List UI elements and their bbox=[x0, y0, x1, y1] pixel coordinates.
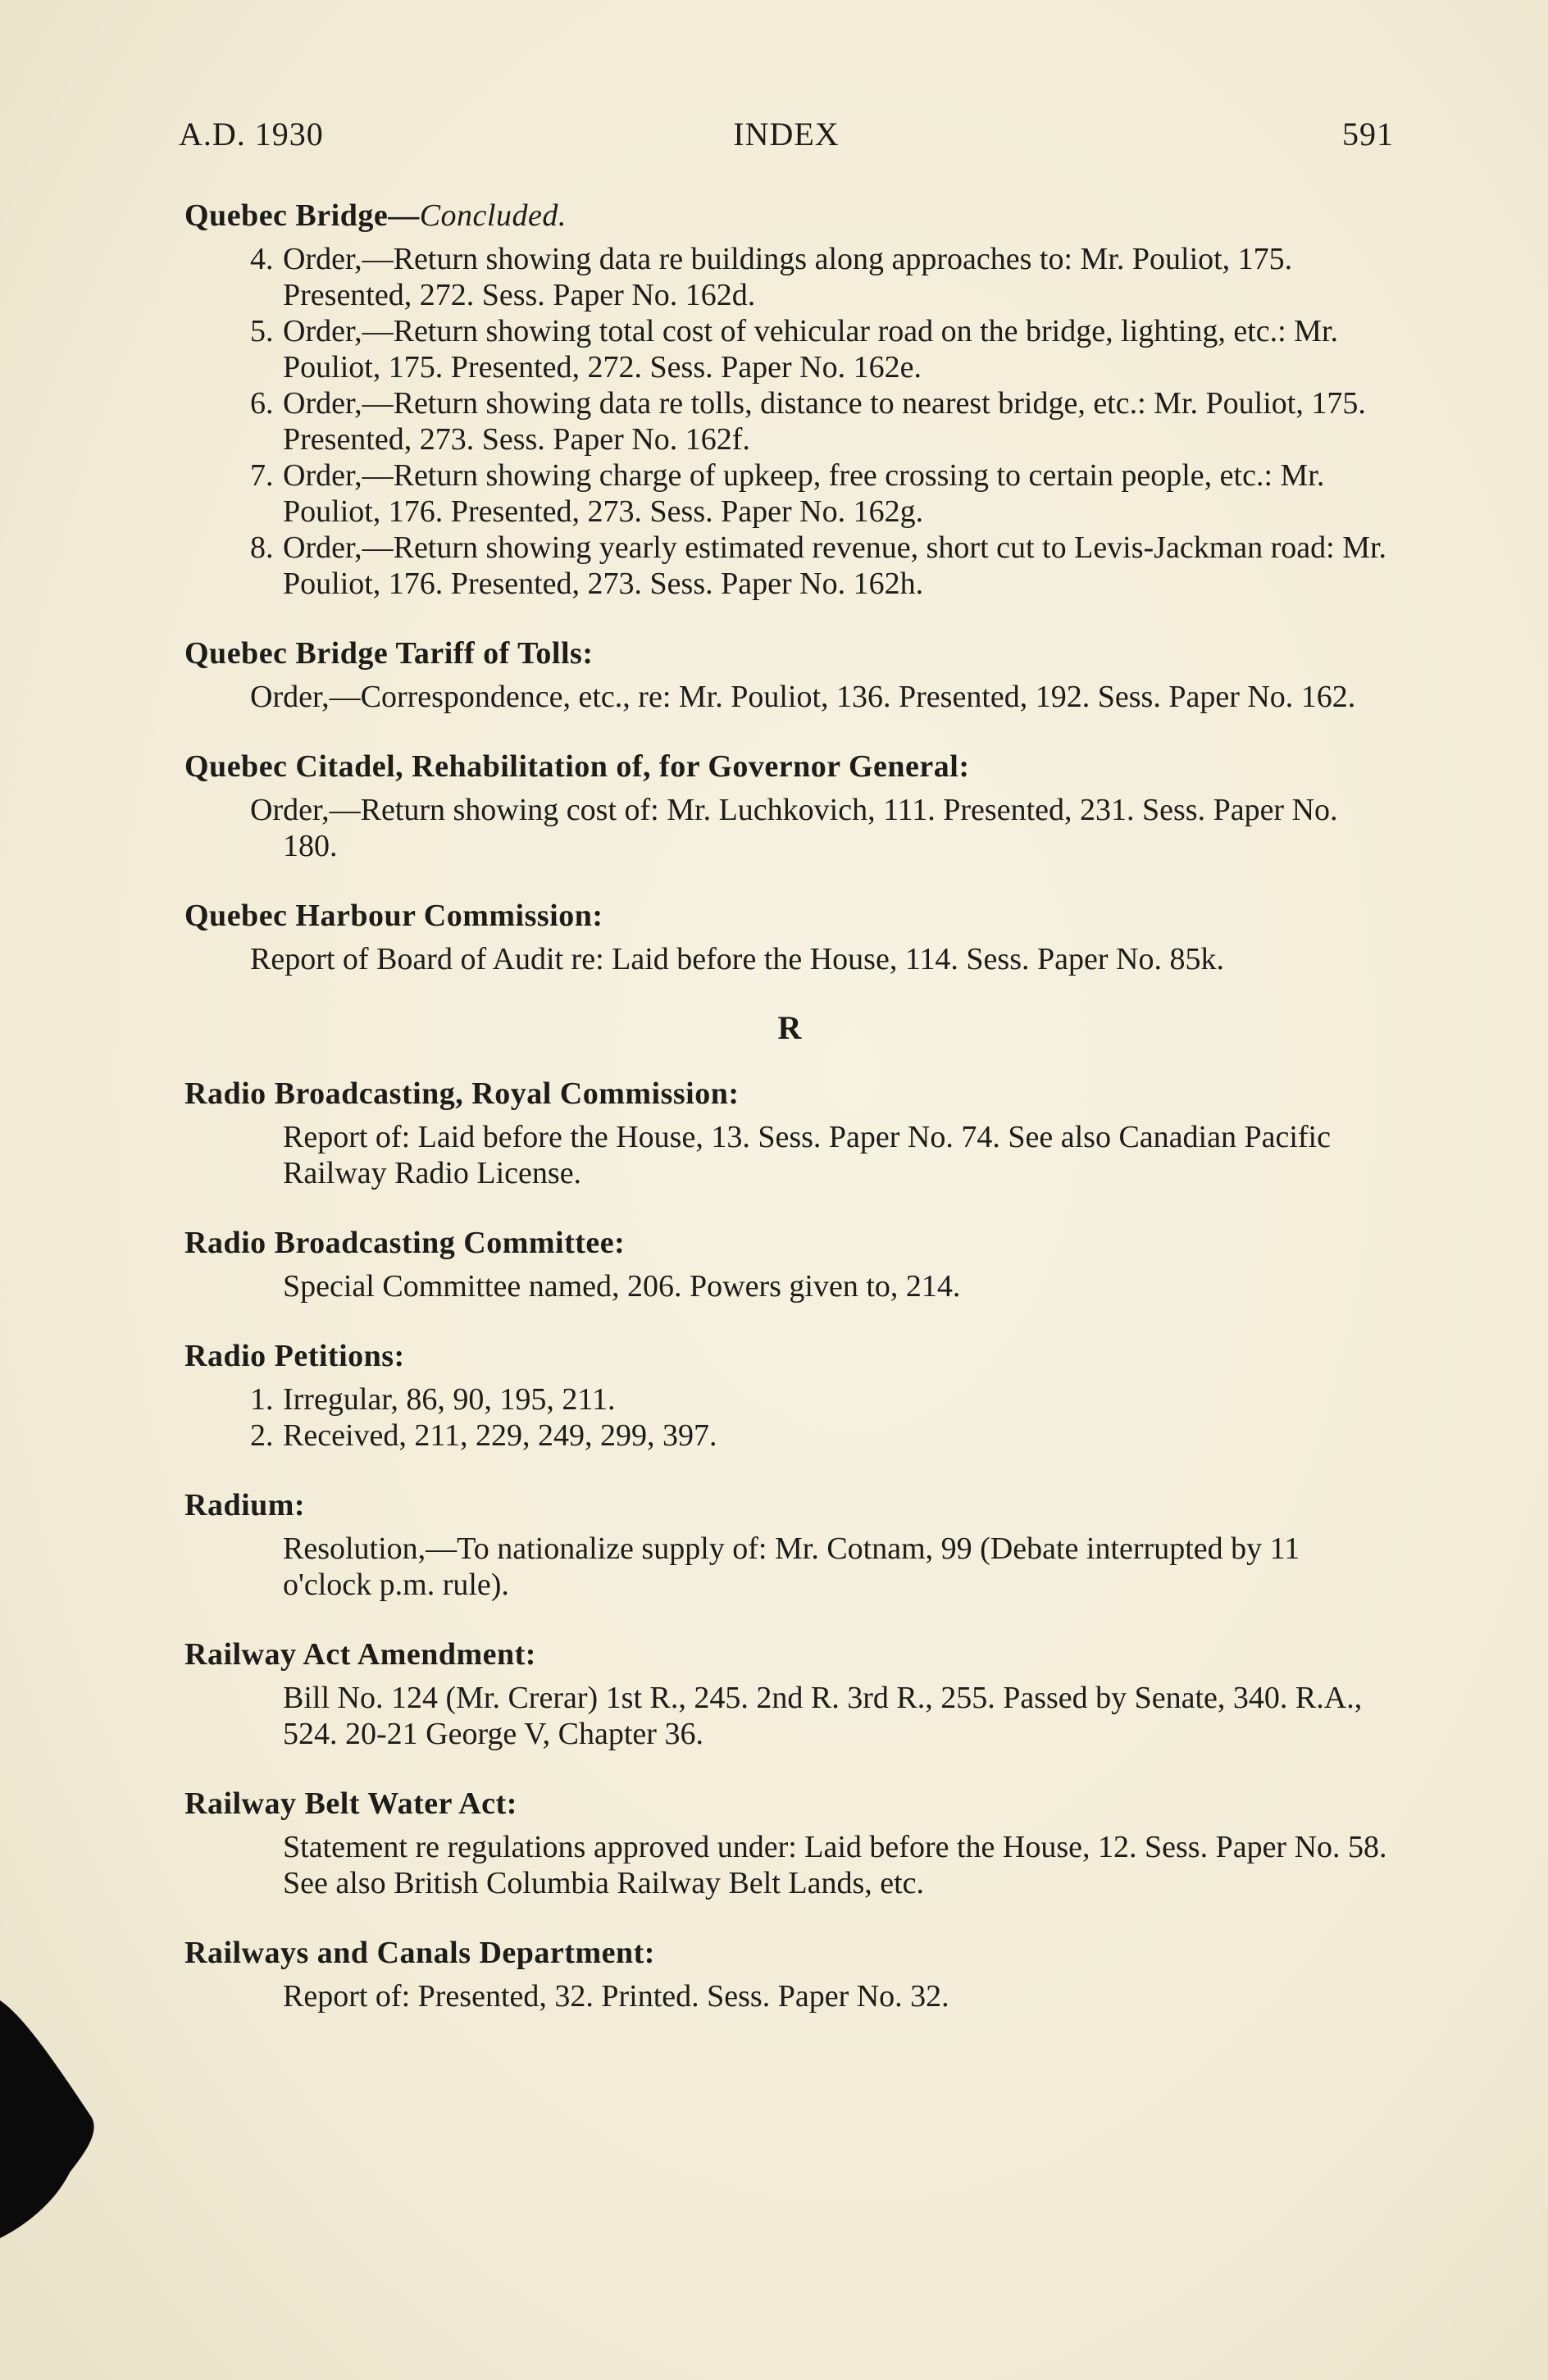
item-number: 2. bbox=[250, 1418, 274, 1453]
index-content bbox=[184, 195, 1395, 2046]
item-text: Order,—Return showing data re tolls, distance to nearest bridge, etc.: Mr. Pouliot, 175. Presented, 273. Sess. Paper No. 162f. bbox=[283, 386, 1366, 457]
entry-text bbox=[250, 1268, 1395, 1304]
entry-body bbox=[184, 1531, 1395, 1603]
entry-heading-text: Quebec Bridge— bbox=[184, 198, 420, 233]
index-entry bbox=[184, 895, 1395, 977]
running-header bbox=[179, 115, 1394, 164]
entry-text bbox=[250, 1978, 1395, 2014]
entry-item bbox=[250, 1418, 1395, 1454]
entry-paragraph: Report of Board of Audit re: Laid before the House, 114. Sess. Paper No. 85k. bbox=[250, 942, 1224, 976]
entry-body bbox=[184, 1381, 1395, 1454]
entry-paragraph: Resolution,—To nationalize supply of: Mr. Cotnam, 99 (Debate interrupted by 11 o'clock p.m. rule). bbox=[283, 1531, 1300, 1602]
entry-paragraph: Report of: Laid before the House, 13. Sess. Paper No. 74. See also Canadian Pacific Railway Radio License. bbox=[283, 1120, 1331, 1190]
entry-body bbox=[184, 1978, 1395, 2014]
index-entry bbox=[184, 1783, 1395, 1901]
item-number: 5. bbox=[250, 314, 274, 348]
entry-paragraph: Statement re regulations approved under: Laid before the House, 12. Sess. Paper No. 58. bbox=[283, 1830, 1387, 1864]
entry-paragraph: Bill No. 124 (Mr. Crerar) 1st R., 245. 2nd R. 3rd R., 255. Passed by Senate, 340. R.A., 524. 20-21 George V, Chapter 36. bbox=[283, 1681, 1363, 1751]
entry-text bbox=[250, 679, 1395, 715]
index-entry bbox=[184, 1222, 1395, 1304]
entry-item bbox=[250, 457, 1395, 530]
item-text: Order,—Return showing total cost of vehicular road on the bridge, lighting, etc.: Mr. Pouliot, 175. Presented, 272. Sess. Paper No. 162e. bbox=[283, 314, 1339, 385]
item-number: 4. bbox=[250, 242, 274, 276]
entry-heading: Quebec Citadel, Rehabilitation of, for Governor General: bbox=[184, 749, 970, 784]
item-text: Received, 211, 229, 249, 299, 397. bbox=[283, 1418, 717, 1453]
index-entry bbox=[184, 1634, 1395, 1752]
entry-heading bbox=[184, 195, 1395, 236]
entry-heading: Railway Belt Water Act: bbox=[184, 1786, 517, 1821]
entry-body bbox=[184, 1829, 1395, 1901]
index-entry bbox=[184, 1932, 1395, 2014]
item-text: Order,—Return showing data re buildings along approaches to: Mr. Pouliot, 175. Presented, 272. Sess. Paper No. 162d. bbox=[283, 242, 1293, 312]
entry-heading: Quebec Harbour Commission: bbox=[184, 899, 603, 933]
entry-paragraph: Special Committee named, 206. Powers given to, 214. bbox=[283, 1269, 961, 1304]
item-text: Order,—Return showing yearly estimated revenue, short cut to Levis-Jackman road: Mr. Pouliot, 176. Presented, 273. Sess. Paper No. 162h. bbox=[283, 530, 1387, 601]
entry-heading: Radium: bbox=[184, 1488, 306, 1522]
entry-item bbox=[250, 1381, 1395, 1418]
entry-heading: Railways and Canals Department: bbox=[184, 1936, 655, 1970]
entry-heading: Railway Act Amendment: bbox=[184, 1637, 536, 1672]
index-entry bbox=[184, 746, 1395, 864]
item-number: 7. bbox=[250, 458, 274, 493]
entry-item bbox=[250, 241, 1395, 313]
entry-text bbox=[250, 941, 1395, 977]
entry-text bbox=[250, 1829, 1395, 1865]
header-year: A.D. 1930 bbox=[179, 116, 324, 152]
entry-text bbox=[250, 792, 1395, 864]
entry-text bbox=[250, 1119, 1395, 1191]
entry-heading-qualifier: Concluded. bbox=[419, 198, 567, 233]
entry-body bbox=[184, 941, 1395, 977]
entry-item bbox=[250, 385, 1395, 457]
entry-heading: Radio Petitions: bbox=[184, 1339, 405, 1373]
binding-hole-shadow bbox=[0, 2000, 98, 2238]
entry-paragraph: Order,—Return showing cost of: Mr. Luchkovich, 111. Presented, 231. Sess. Paper No. 180. bbox=[250, 793, 1338, 863]
item-text: Irregular, 86, 90, 195, 211. bbox=[283, 1382, 616, 1417]
entry-heading: Radio Broadcasting Committee: bbox=[184, 1226, 626, 1260]
entry-body bbox=[184, 792, 1395, 864]
entry-body bbox=[184, 241, 1395, 602]
index-entry bbox=[184, 1485, 1395, 1603]
entry-heading: Quebec Bridge Tariff of Tolls: bbox=[184, 636, 594, 671]
entry-heading: Radio Broadcasting, Royal Commission: bbox=[184, 1076, 740, 1111]
entry-item bbox=[250, 313, 1395, 385]
item-number: 6. bbox=[250, 386, 274, 421]
entry-text bbox=[250, 1531, 1395, 1603]
entry-body bbox=[184, 679, 1395, 715]
entry-text bbox=[250, 1680, 1395, 1752]
entry-body bbox=[184, 1268, 1395, 1304]
item-text: Order,—Return showing charge of upkeep, free crossing to certain people, etc.: Mr. Pouliot, 176. Presented, 273. Sess. Paper No. 162g. bbox=[283, 458, 1325, 529]
index-entry bbox=[184, 633, 1395, 715]
index-entry bbox=[184, 1336, 1395, 1454]
entry-paragraph: Order,—Correspondence, etc., re: Mr. Pouliot, 136. Presented, 192. Sess. Paper No. 162. bbox=[250, 680, 1356, 714]
index-entry bbox=[184, 195, 1395, 602]
page-number: 591 bbox=[1342, 116, 1394, 152]
entry-paragraph: Report of: Presented, 32. Printed. Sess. Paper No. 32. bbox=[283, 1979, 949, 2014]
item-number: 1. bbox=[250, 1382, 274, 1417]
entry-see-also: See also British Columbia Railway Belt Lands, etc. bbox=[283, 1866, 925, 1900]
index-entry bbox=[184, 1073, 1395, 1191]
entry-text bbox=[250, 1865, 1395, 1901]
entry-body bbox=[184, 1119, 1395, 1191]
item-number: 8. bbox=[250, 530, 274, 565]
entry-item bbox=[250, 530, 1395, 602]
entry-body bbox=[184, 1680, 1395, 1752]
header-title: INDEX bbox=[733, 116, 840, 152]
section-letter: R bbox=[777, 1009, 802, 1046]
